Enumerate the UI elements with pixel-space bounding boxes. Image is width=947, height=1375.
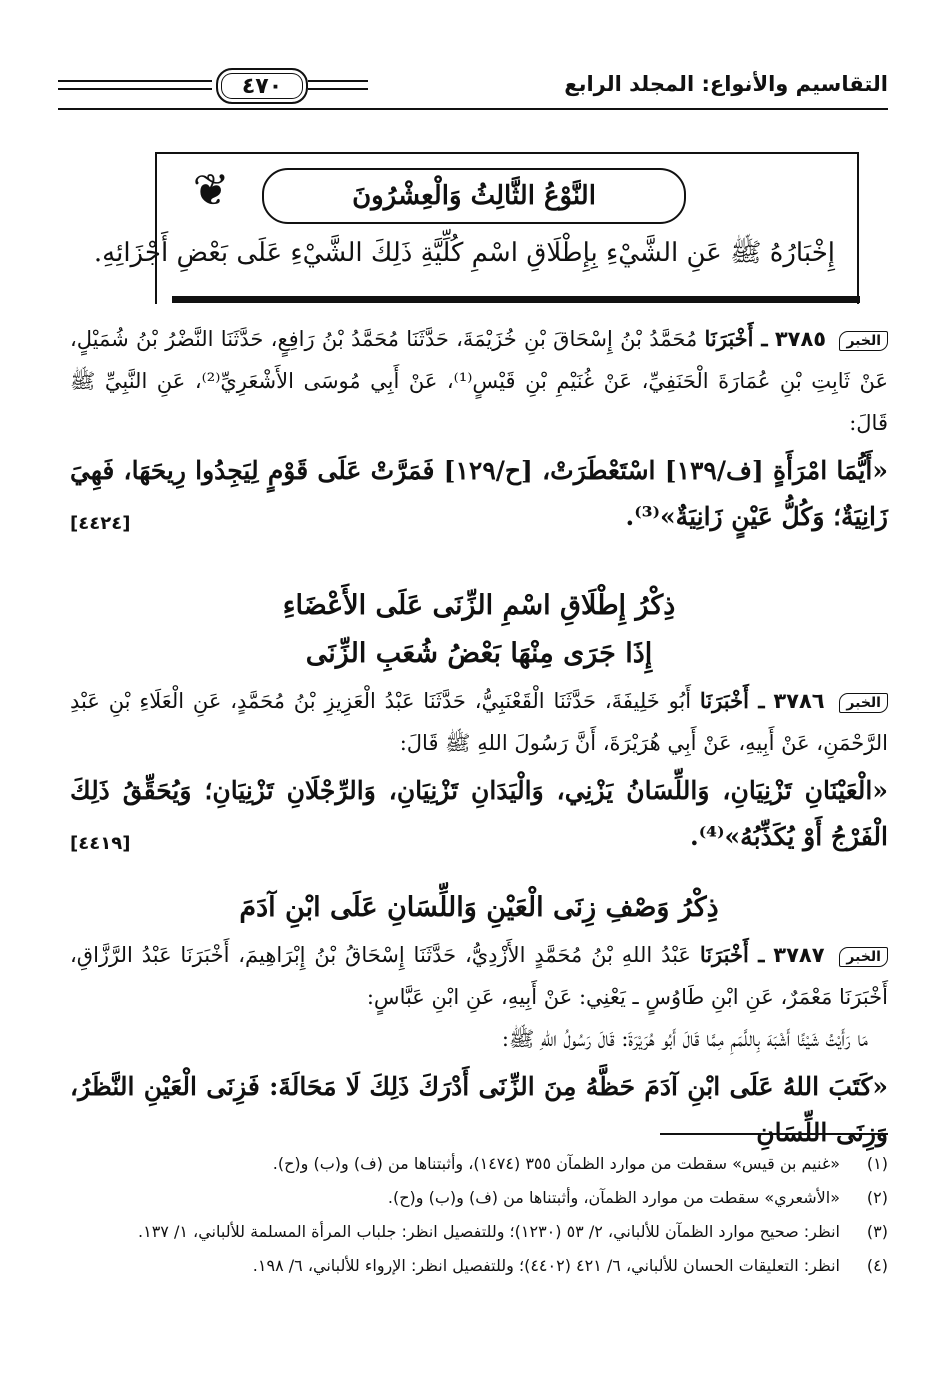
hadith-number: ٣٧٨٦ [773,689,825,713]
footnote-text: انظر: التعليقات الحسان للألباني، ٦/ ٤٢١ (٤٤٠٢)؛ وللتفصيل انظر: الإرواء للألباني، ٦/ ١٩٨. [252,1256,840,1275]
footnote-number: (١) [866,1154,888,1173]
chapter-title: النَّوْعُ الثَّالِثُ وَالْعِشْرُونَ [262,168,686,224]
header-rule-right [308,80,368,90]
section-heading-line: إِذَا جَرَى مِنْهَا بَعْضُ شُعَبِ الزِّنَى [305,638,653,669]
header-rule-left [58,80,212,90]
footnote-number: (٢) [866,1188,888,1207]
isnad-text: مَا رَأَيْتُ شَيْئًا أَشْبَهَ بِاللَّمَمِ مِمَّا قَالَ أَبُو هُرَيْرَةَ: قَالَ رَسُولُ اللهِ ﷺ: [501,1027,868,1051]
footnote [70,1218,888,1246]
footnote [70,1150,888,1178]
section-heading-line: ذِكْرُ إِطْلَاقِ اسْمِ الزِّنَى عَلَى الأَعْضَاءِ [282,590,676,621]
footnote [70,1252,888,1280]
running-title: التقاسيم والأنواع: المجلد الرابع [564,72,888,96]
akhbarana-label: ـ أَخْبَرَنَا [704,326,768,351]
section-heading [70,884,888,932]
isnad-text: عَبْدُ اللهِ بْنُ مُحَمَّدٍ الأَزْدِيُّ، حَدَّثَنَا إِسْحَاقُ بْنُ إِبْرَاهِيمَ، أَخْبَرَنَا عَبْدُ الرَّزَّاقِ، أَخْبَرَنَا مَعْمَرٌ، عَنِ ابْنِ طَاوُسٍ ـ يَعْنِي: عَنْ أَبِيهِ، عَنِ ابْنِ عَبَّاسٍ: [70,943,888,1009]
footnote [70,1184,888,1212]
footnote-text: انظر: صحيح موارد الظمآن للألباني، ٢/ ٥٣ (١٢٣٠)؛ وللتفصيل انظر: جلباب المرأة المسلمة للألباني، ١/ ١٣٧. [138,1222,840,1241]
hadith-block [70,318,888,540]
hadith-isnad [70,318,888,444]
akhbarana-label: ـ أَخْبَرَنَا [699,688,765,713]
khabar-label-icon: الخبر [839,947,888,967]
section-heading [70,582,888,678]
hadith-block [70,680,888,860]
hadith-isnad-continued [70,1018,888,1060]
floral-ornament-icon: ❦ [192,165,230,216]
chapter-divider-bar [172,296,860,303]
hadith-matn: «أَيُّمَا امْرَأَةٍ [ف/١٣٩] اسْتَعْطَرَتْ، [ح/١٢٩] فَمَرَّتْ عَلَى قَوْمٍ لِيَجِدُوا رِيحَهَا، فَهِيَ زَانِيَةٌ؛ وَكُلُّ عَيْنٍ زَانِيَةٌ»⁽³⁾. [70,456,888,531]
hadith-isnad [70,680,888,764]
section-heading-line: ذِكْرُ وَصْفِ زِنَى الْعَيْنِ وَاللِّسَانِ عَلَى ابْنِ آدَمَ [239,892,719,923]
isnad-text: أَبُو خَلِيفَةَ، حَدَّثَنَا الْقَعْنَبِيُّ، حَدَّثَنَا عَبْدُ الْعَزِيزِ بْنُ مُحَمَّدٍ، عَنِ الْعَلَاءِ بْنِ عَبْدِ الرَّحْمَنِ، عَنْ أَبِيهِ، عَنْ أَبِي هُرَيْرَةَ، أَنَّ رَسُولَ اللهِ ﷺ قَالَ: [70,689,888,755]
footnotes [70,1150,888,1286]
hadith-matn: «كَتَبَ اللهُ عَلَى ابْنِ آدَمَ حَظَّهُ مِنَ الزِّنَى أَدْرَكَ ذَلِكَ لَا مَحَالَةَ: فَزِنَى الْعَيْنِ النَّظَرُ، وَزِنَى اللِّسَانِ [70,1072,888,1147]
footnote-text: «الأشعري» سقطت من موارد الظمآن، وأثبتناها من (ف) و(ب) و(ح). [387,1188,840,1207]
footnote-number: (٤) [866,1256,888,1275]
khabar-label-icon: الخبر [839,693,888,713]
khabar-label-icon: الخبر [839,331,888,351]
footnote-number: (٣) [866,1222,888,1241]
chapter-subtitle: إِخْبَارُهُ ﷺ عَنِ الشَّيْءِ بِإِطْلَاقِ اسْمِ كُلِّيَّةِ ذَلِكَ الشَّيْءِ عَلَى بَعْضِ أَجْزَائِهِ. [93,238,835,268]
page-header [58,68,888,104]
hadith-block [70,934,888,1156]
footnote-divider [660,1133,888,1135]
hadith-isnad [70,934,888,1018]
isnad-text: مُحَمَّدُ بْنُ إِسْحَاقَ بْنِ خُزَيْمَةَ، حَدَّثَنَا مُحَمَّدُ بْنُ رَافِعٍ، حَدَّثَنَا النَّضْرُ بْنُ شُمَيْلٍ، عَنْ ثَابِتِ بْنِ عُمَارَةَ الْحَنَفِيِّ، عَنْ غُنَيْمِ بْنِ قَيْسٍ⁽¹⁾، عَنْ أَبِي مُوسَى الأَشْعَرِيِّ⁽²⁾، عَنِ النَّبِيِّ ﷺ قَالَ: [70,327,888,435]
hadith-reference: [٤٤١٩] [70,833,131,854]
footnote-text: «غنيم بن قيس» سقطت من موارد الظمآن ٣٥٥ (١٤٧٤)، وأثبتناها من (ف) و(ب) و(ح). [272,1154,840,1173]
hadith-number: ٣٧٨٧ [773,943,825,967]
page-number: ٤٧٠ [216,68,308,104]
hadith-reference: [٤٤٢٤] [70,513,131,534]
hadith-number: ٣٧٨٥ [774,327,827,351]
header-divider [58,108,888,110]
hadith-matn: «الْعَيْنَانِ تَزْنِيَانِ، وَاللِّسَانُ يَزْنِي، وَالْيَدَانِ تَزْنِيَانِ، وَالرِّجْلَانِ تَزْنِيَانِ؛ وَيُحَقِّقُ ذَلِكَ الْفَرْجُ أَوْ يُكَذِّبُهُ»⁽⁴⁾. [70,776,888,851]
akhbarana-label: ـ أَخْبَرَنَا [699,942,765,967]
